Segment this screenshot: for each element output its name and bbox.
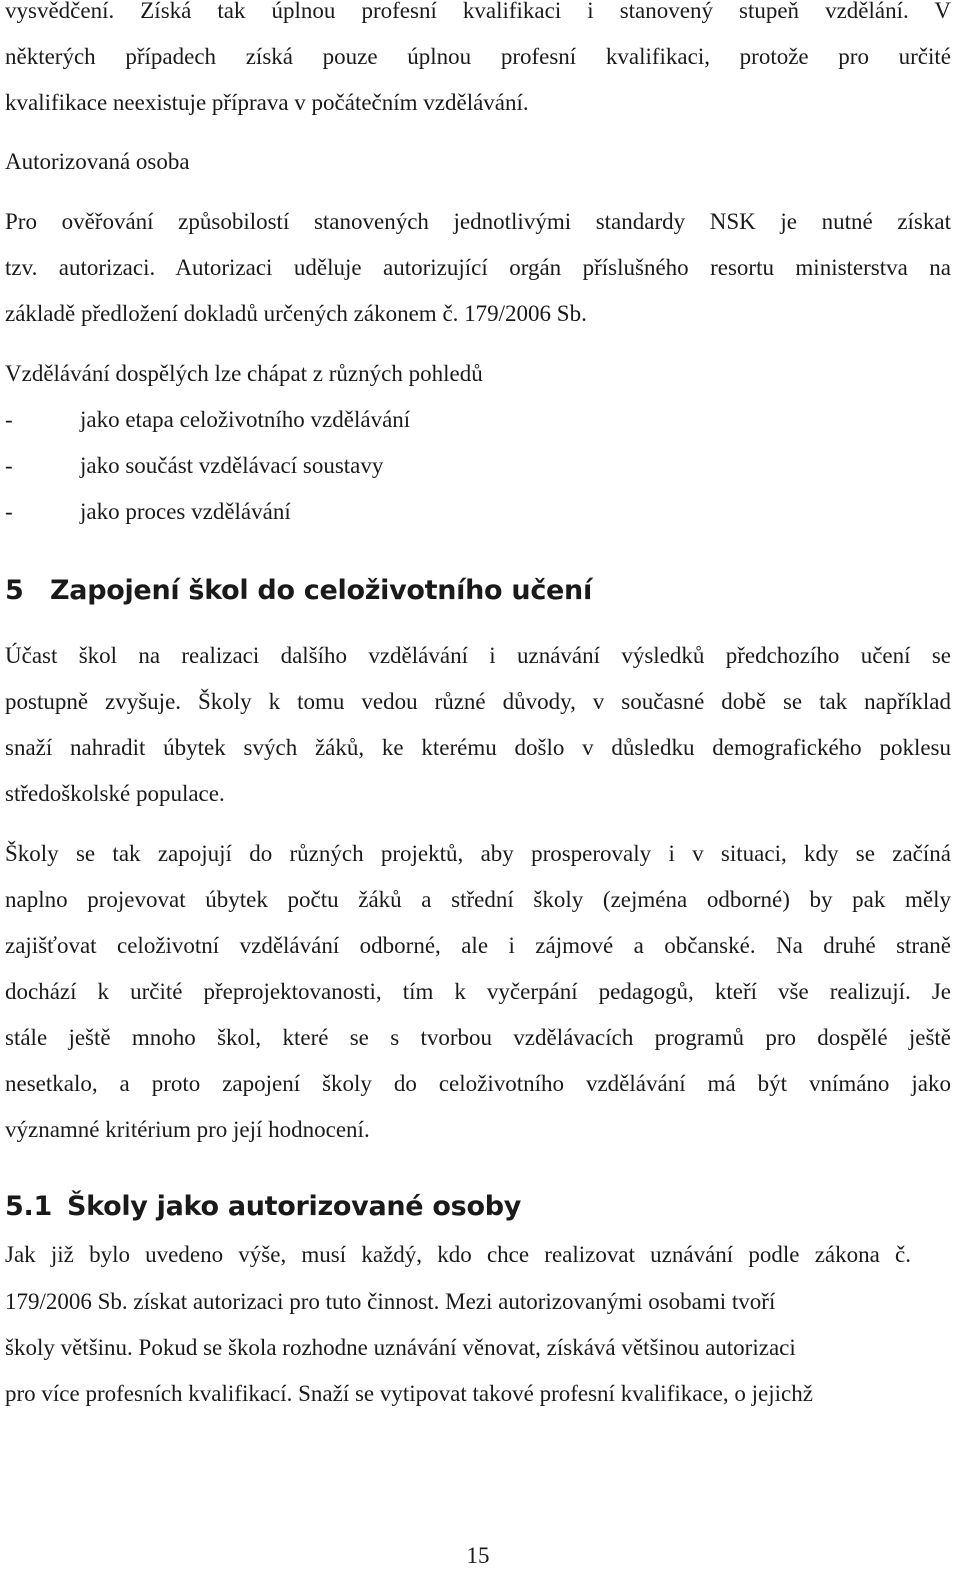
text-line: některých případech získá pouze úplnou profesní kvalifikaci, protože pro určité	[5, 44, 951, 69]
text-line: vysvědčení. Získá tak úplnou profesní kvalifikaci i stanovený stupeň vzdělání. V	[5, 0, 951, 23]
text-line: naplno projevovat úbytek počtu žáků a střední školy (zejména odborné) by pak měly	[5, 887, 951, 912]
text-line: Účast škol na realizaci dalšího vzdělávání i uznávání výsledků předchozího učení se	[5, 643, 951, 668]
text-line: tzv. autorizaci. Autorizaci uděluje autorizující orgán příslušného resortu ministerstva na	[5, 255, 951, 280]
text-line: 179/2006 Sb. získat autorizaci pro tuto činnost. Mezi autorizovanými osobami tvoří	[5, 1289, 776, 1314]
list-item-text: jako etapa celoživotního vzdělávání	[80, 407, 411, 432]
text-line: Jak již bylo uvedeno výše, musí každý, kdo chce realizovat uznávání podle zákona č.	[5, 1242, 911, 1267]
text-line: pro více profesních kvalifikací. Snaží se vytipovat takové profesní kvalifikace, o jejichž	[5, 1381, 813, 1406]
text-line: postupně zvyšuje. Školy k tomu vedou různé důvody, v současné době se tak například	[5, 689, 951, 714]
list-dash: -	[5, 499, 13, 524]
subheading: Autorizovaná osoba	[5, 149, 190, 174]
list-dash: -	[5, 453, 13, 478]
text-line: snaží nahradit úbytek svých žáků, ke kterému došlo v důsledku demografického poklesu	[5, 735, 951, 760]
list-item-text: jako proces vzdělávání	[80, 499, 291, 524]
text-line: významné kritérium pro její hodnocení.	[5, 1117, 370, 1142]
list-dash: -	[5, 407, 13, 432]
text-line: Školy se tak zapojují do různých projektů, aby prosperovaly i v situaci, kdy se začíná	[5, 841, 951, 866]
subsection-title: Školy jako autorizované osoby	[67, 1191, 522, 1222]
text-line: kvalifikace neexistuje příprava v počátečním vzdělávání.	[5, 90, 529, 115]
list-item-text: jako součást vzdělávací soustavy	[80, 453, 384, 478]
text-line: nesetkalo, a proto zapojení školy do celoživotního vzdělávání má být vnímáno jako	[5, 1071, 951, 1096]
page-number: 15	[466, 1543, 490, 1568]
section-title: Zapojení škol do celoživotního učení	[50, 575, 592, 606]
subsection-number: 5.1	[5, 1191, 52, 1222]
text-line: Vzdělávání dospělých lze chápat z různých pohledů	[5, 361, 483, 386]
text-line: stále ještě mnoho škol, které se s tvorbou vzdělávacích programů pro dospělé ještě	[5, 1025, 951, 1050]
text-line: zajišťovat celoživotní vzdělávání odborné, ale i zájmové a občanské. Na druhé straně	[5, 933, 951, 958]
text-line: středoškolské populace.	[5, 781, 225, 806]
text-line: dochází k určité přeprojektovanosti, tím k vyčerpání pedagogů, kteří vše realizují. Je	[5, 979, 951, 1004]
text-line: základě předložení dokladů určených zákonem č. 179/2006 Sb.	[5, 301, 587, 326]
text-line: Pro ověřování způsobilostí stanovených jednotlivými standardy NSK je nutné získat	[5, 209, 951, 234]
section-number: 5	[5, 575, 24, 606]
document-page	[5, 0, 951, 1576]
text-line: školy většinu. Pokud se škola rozhodne uznávání věnovat, získává většinou autorizaci	[5, 1335, 796, 1360]
